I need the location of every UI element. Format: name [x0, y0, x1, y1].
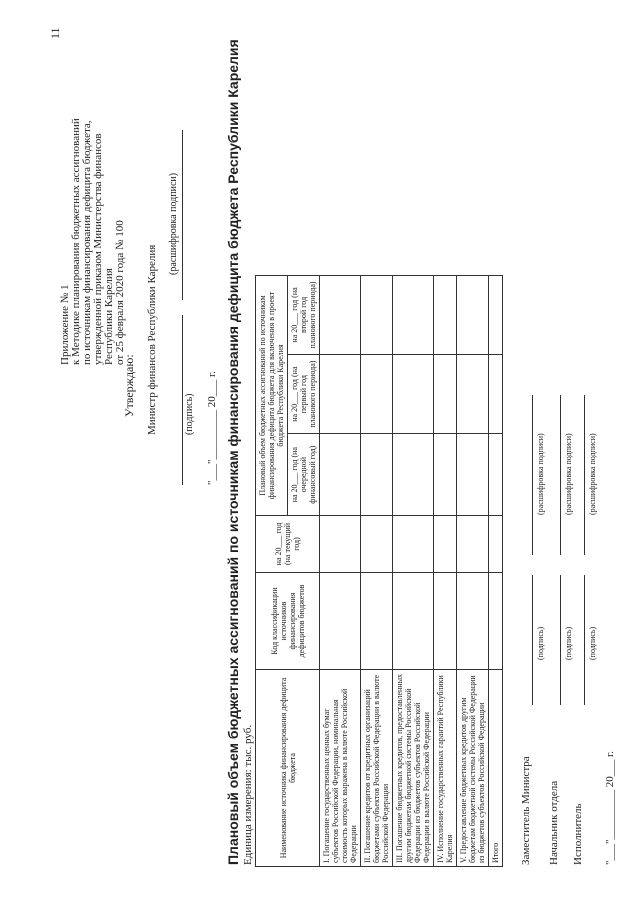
table-cell	[320, 354, 361, 433]
table-cell	[489, 354, 503, 433]
decryption-line	[532, 395, 533, 555]
approver-name: Министр финансов Республики Карелия	[146, 244, 158, 435]
signature-caption: (подпись)	[588, 626, 597, 660]
budget-table	[255, 275, 503, 867]
appendix-line: утвержденной приказом Министерства финансов	[92, 133, 104, 365]
row-label: Итого	[489, 670, 503, 867]
table-row	[320, 276, 361, 867]
row-label: I. Погашение государственных ценных бумаг субъектов Российской Федерации, номинальная стоимость которых выражена в валюте Российской Федерации	[320, 670, 361, 867]
approval-title: Утверждаю:	[122, 354, 136, 417]
signature-line	[532, 575, 533, 705]
table-cell	[434, 434, 457, 516]
table-cell	[489, 434, 503, 516]
table-cell	[434, 516, 457, 573]
table-cell	[320, 573, 361, 670]
table-cell	[489, 573, 503, 670]
decryption-line	[584, 395, 585, 555]
decryption-line	[560, 395, 561, 555]
table-row	[361, 276, 393, 867]
row-label: II. Погашение кредитов от кредитных организаций бюджетами субъектов Российской Федерации в валюте Российской Федерации	[361, 670, 393, 867]
header-current-year: на 20___ год (на текущий год)	[256, 516, 320, 573]
table-cell	[361, 276, 393, 355]
table-cell	[393, 354, 434, 433]
table-cell	[320, 276, 361, 355]
decryption-caption: (расшифровка подписи)	[564, 433, 573, 515]
decryption-caption: (расшифровка подписи)	[168, 172, 179, 275]
appendix-line: от 25 февраля 2020 года № 100	[114, 220, 126, 365]
header-second-plan-year: на 20___ год (на второй год планового периода)	[288, 276, 320, 355]
table-cell	[457, 354, 489, 433]
table-cell	[457, 573, 489, 670]
table-cell	[393, 516, 434, 573]
signer-role: Исполнитель	[572, 803, 584, 865]
footer-date: "___"_________ 20___ г.	[604, 750, 616, 865]
signature-line	[560, 575, 561, 705]
signature-caption: (подпись)	[536, 626, 545, 660]
appendix-block	[60, 45, 126, 365]
table-cell	[457, 516, 489, 573]
approval-signature-line	[182, 315, 195, 485]
signature-caption: (подпись)	[184, 393, 195, 435]
appendix-line: Приложение № 1	[59, 284, 71, 365]
table-cell	[434, 354, 457, 433]
approval-decryption-line	[168, 130, 183, 300]
signer-role: Заместитель Министра	[520, 756, 532, 865]
header-planned-group: Плановый объем бюджетных ассигнований по источникам финансирования дефицита бюджета для включения в проект бюджета Республики Карелия	[256, 276, 288, 516]
header-first-plan-year: на 20___ год (на первый год планового периода)	[288, 354, 320, 433]
table-cell	[393, 573, 434, 670]
table-cell	[361, 573, 393, 670]
signer-role: Начальник отдела	[548, 780, 560, 865]
table-cell	[320, 434, 361, 516]
appendix-line: Республики Карелия	[103, 268, 115, 365]
table-cell	[393, 434, 434, 516]
appendix-line: к Методике планирования бюджетных ассигнований	[70, 118, 82, 365]
units-label: Единица измерения: тыс. руб.	[242, 724, 254, 865]
table-cell	[320, 516, 361, 573]
header-next-year: на 20___ год (на очередной финансовый год)	[288, 434, 320, 516]
row-label: III. Погашение бюджетных кредитов, предоставленных другим бюджетам бюджетной системы Российской Федерации из бюджетов субъектов Российской Федерации в валюте Российской Федерации	[393, 670, 434, 867]
row-label: IV. Исполнение государственных гарантий Республики Карелия	[434, 670, 457, 867]
table-cell	[393, 276, 434, 355]
table-row	[457, 276, 489, 867]
table-cell	[457, 434, 489, 516]
table-cell	[361, 516, 393, 573]
table-row-total	[489, 276, 503, 867]
signature-line	[584, 575, 585, 705]
header-name: Наименование источника финансирования дефицита бюджета	[256, 670, 320, 867]
table-row	[393, 276, 434, 867]
appendix-line: по источникам финансирования дефицита бюджета,	[81, 120, 93, 365]
table-cell	[434, 573, 457, 670]
decryption-caption: (расшифровка подписи)	[588, 433, 597, 515]
header-code: Код классификации источников финансирования дефицитов бюджетов	[256, 573, 320, 670]
table-cell	[361, 434, 393, 516]
row-label: V. Предоставление бюджетных кредитов другим бюджетам бюджетной системы Российской Федерации из бюджетов субъектов Российской Федерации	[457, 670, 489, 867]
table-cell	[489, 516, 503, 573]
page-title: Плановый объем бюджетных ассигнований по источникам финансирования дефицита бюджета Республики Карелия	[225, 39, 241, 865]
signature-caption: (подпись)	[564, 626, 573, 660]
decryption-caption: (расшифровка подписи)	[536, 433, 545, 515]
table-cell	[361, 354, 393, 433]
table-cell	[489, 276, 503, 355]
table-cell	[434, 276, 457, 355]
approval-date: "___"_________ 20___ г.	[206, 370, 218, 485]
page-number: 11	[48, 27, 62, 39]
table-row	[434, 276, 457, 867]
table-cell	[457, 276, 489, 355]
